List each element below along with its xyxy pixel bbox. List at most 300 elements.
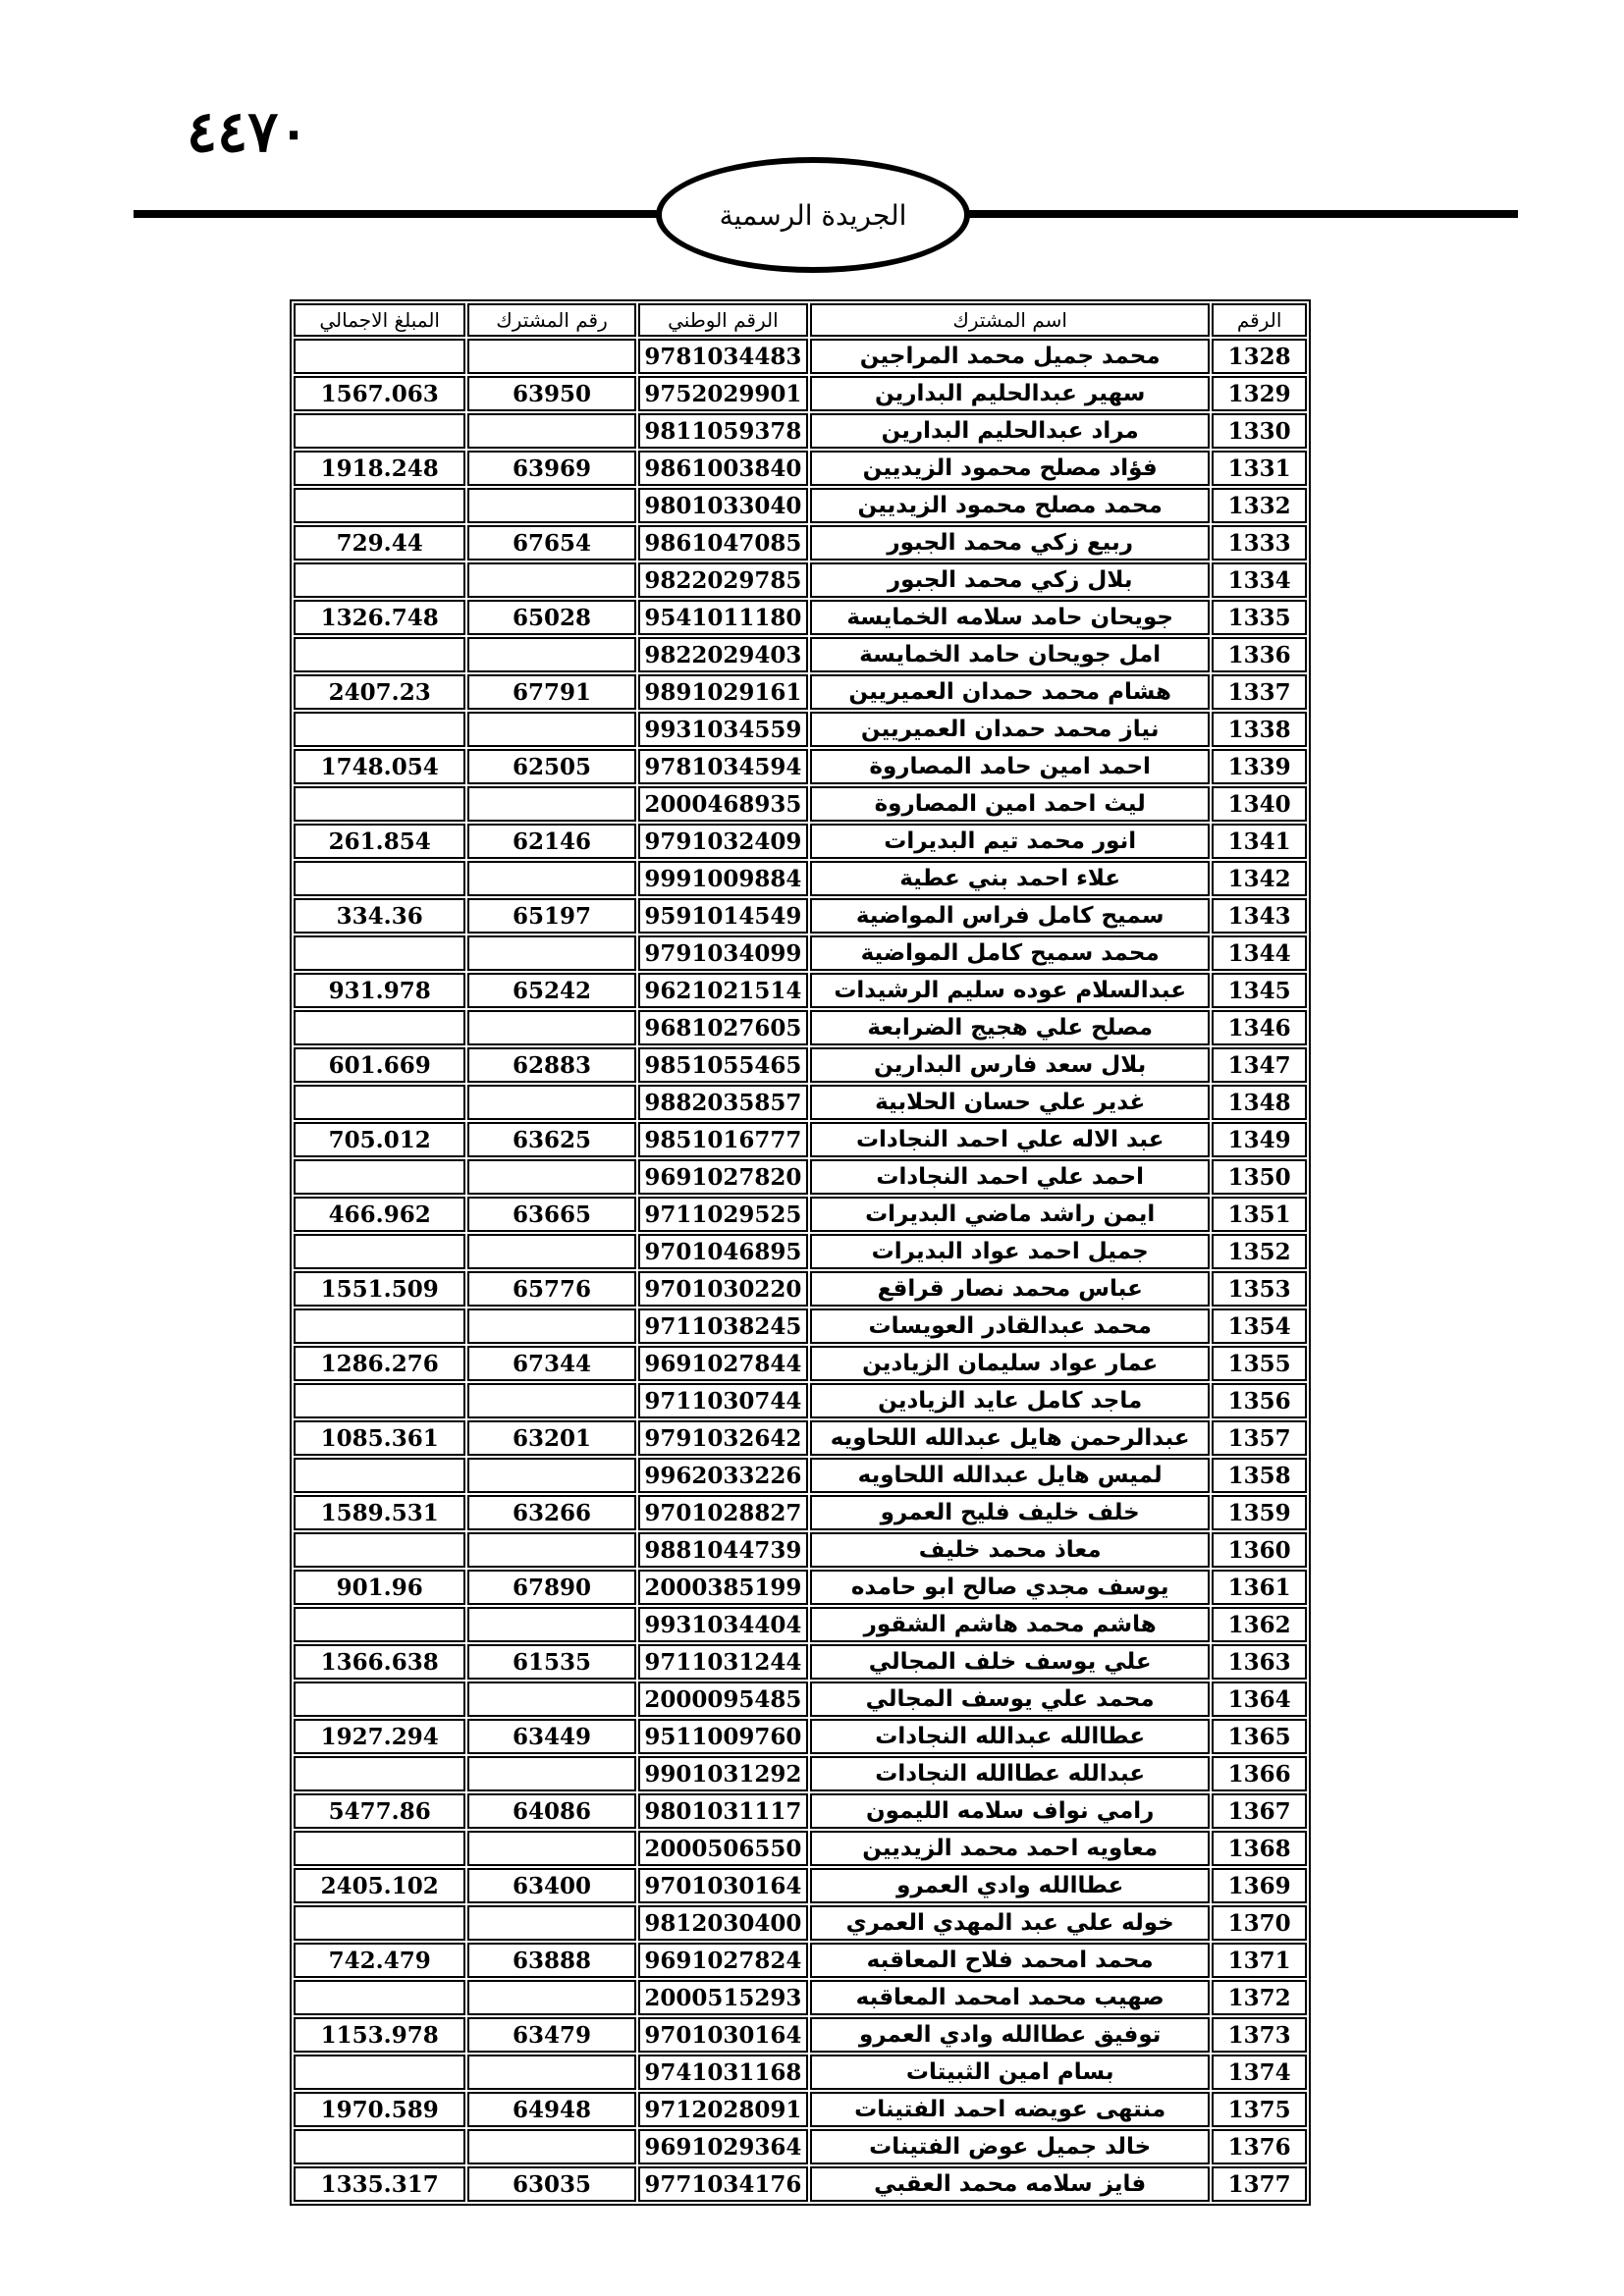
total-amount — [294, 562, 465, 598]
national-id: 9711030744 — [638, 1383, 808, 1418]
row-number: 1337 — [1212, 674, 1307, 710]
subscriber-number — [467, 712, 635, 747]
total-amount — [294, 488, 465, 523]
row-number: 1340 — [1212, 786, 1307, 822]
total-amount: 1326.748 — [294, 600, 465, 635]
national-id: 9931034404 — [638, 1607, 808, 1642]
subscriber-name: جويحان حامد سلامه الخمايسة — [810, 600, 1210, 635]
subscriber-number: 63266 — [467, 1495, 635, 1530]
row-number: 1341 — [1212, 824, 1307, 859]
row-number: 1331 — [1212, 451, 1307, 486]
subscriber-name: خوله علي عبد المهدي العمري — [810, 1905, 1210, 1941]
subscriber-name: محمد امحمد فلاح المعاقبه — [810, 1943, 1210, 1978]
subscriber-name: امل جويحان حامد الخمايسة — [810, 637, 1210, 672]
national-id: 9591014549 — [638, 898, 808, 934]
subscriber-number: 63479 — [467, 2017, 635, 2053]
total-amount — [294, 1234, 465, 1269]
col-header-name: اسم المشترك — [810, 303, 1210, 337]
row-number: 1349 — [1212, 1122, 1307, 1157]
subscriber-number: 63201 — [467, 1420, 635, 1456]
subscriber-number — [467, 1905, 635, 1941]
row-number: 1338 — [1212, 712, 1307, 747]
total-amount: 5477.86 — [294, 1793, 465, 1829]
subscriber-name: عبدالسلام عوده سليم الرشيدات — [810, 973, 1210, 1008]
row-number: 1376 — [1212, 2129, 1307, 2164]
total-amount: 2405.102 — [294, 1868, 465, 1903]
subscriber-name: ماجد كامل عايد الزيادين — [810, 1383, 1210, 1418]
subscriber-name: محمد علي يوسف المجالي — [810, 1682, 1210, 1717]
total-amount — [294, 2055, 465, 2090]
table-row — [294, 2092, 1307, 2127]
subscriber-number: 64948 — [467, 2092, 635, 2127]
row-number: 1333 — [1212, 525, 1307, 561]
subscriber-name: ليث احمد امين المصاروة — [810, 786, 1210, 822]
total-amount — [294, 413, 465, 449]
table-row — [294, 1159, 1307, 1195]
subscriber-name: بلال زكي محمد الجبور — [810, 562, 1210, 598]
row-number: 1328 — [1212, 339, 1307, 374]
total-amount — [294, 637, 465, 672]
row-number: 1346 — [1212, 1010, 1307, 1045]
table-row — [294, 1234, 1307, 1269]
col-header-number: الرقم — [1212, 303, 1307, 337]
total-amount: 931.978 — [294, 973, 465, 1008]
national-id: 9752029901 — [638, 376, 808, 411]
table-row — [294, 973, 1307, 1008]
subscriber-number: 63035 — [467, 2166, 635, 2202]
subscriber-name: هاشم محمد هاشم الشقور — [810, 1607, 1210, 1642]
table-row — [294, 1943, 1307, 1978]
subscriber-name: يوسف مجدي صالح ابو حامده — [810, 1570, 1210, 1605]
national-id: 9511009760 — [638, 1719, 808, 1754]
total-amount: 1567.063 — [294, 376, 465, 411]
total-amount: 1589.531 — [294, 1495, 465, 1530]
national-id: 9741031168 — [638, 2055, 808, 2090]
table-row — [294, 2017, 1307, 2053]
subscriber-name: ايمن راشد ماضي البديرات — [810, 1197, 1210, 1232]
subscriber-name: احمد امين حامد المصاروة — [810, 749, 1210, 784]
total-amount: 1286.276 — [294, 1346, 465, 1381]
total-amount: 334.36 — [294, 898, 465, 934]
subscriber-number: 67890 — [467, 1570, 635, 1605]
table-row — [294, 1570, 1307, 1605]
row-number: 1350 — [1212, 1159, 1307, 1195]
national-id: 9812030400 — [638, 1905, 808, 1941]
subscriber-number — [467, 637, 635, 672]
subscriber-name: محمد مصلح محمود الزيديين — [810, 488, 1210, 523]
national-id: 9791032409 — [638, 824, 808, 859]
table-row — [294, 1047, 1307, 1083]
subscriber-number: 63400 — [467, 1868, 635, 1903]
gazette-title: الجريدة الرسمية — [719, 198, 907, 232]
national-id: 2000385199 — [638, 1570, 808, 1605]
subscriber-name: نياز محمد حمدان العميريين — [810, 712, 1210, 747]
national-id: 9701030164 — [638, 1868, 808, 1903]
total-amount — [294, 1607, 465, 1642]
national-id: 9781034483 — [638, 339, 808, 374]
row-number: 1335 — [1212, 600, 1307, 635]
subscriber-number — [467, 1159, 635, 1195]
subscriber-number: 65028 — [467, 600, 635, 635]
subscriber-number — [467, 1682, 635, 1717]
subscriber-name: محمد سميح كامل المواضية — [810, 935, 1210, 971]
total-amount: 466.962 — [294, 1197, 465, 1232]
total-amount — [294, 1905, 465, 1941]
row-number: 1362 — [1212, 1607, 1307, 1642]
subscriber-name: غدير علي حسان الحلابية — [810, 1085, 1210, 1120]
national-id: 9711029525 — [638, 1197, 808, 1232]
subscriber-name: عمار عواد سليمان الزيادين — [810, 1346, 1210, 1381]
table-row — [294, 1197, 1307, 1232]
table-row — [294, 1458, 1307, 1493]
total-amount — [294, 1383, 465, 1418]
row-number: 1371 — [1212, 1943, 1307, 1978]
table-row — [294, 451, 1307, 486]
row-number: 1343 — [1212, 898, 1307, 934]
subscriber-name: محمد جميل محمد المراجين — [810, 339, 1210, 374]
subscriber-name: ربيع زكي محمد الجبور — [810, 525, 1210, 561]
table-row — [294, 1271, 1307, 1307]
table-row — [294, 1793, 1307, 1829]
subscriber-number: 63950 — [467, 376, 635, 411]
table-row — [294, 2166, 1307, 2202]
col-header-total-amount: المبلغ الاجمالي — [294, 303, 465, 337]
subscriber-name: سميح كامل فراس المواضية — [810, 898, 1210, 934]
subscriber-number — [467, 562, 635, 598]
page-number: ٤٤٧٠ — [187, 98, 309, 165]
subscriber-name: خالد جميل عوض الفتينات — [810, 2129, 1210, 2164]
subscriber-number: 62883 — [467, 1047, 635, 1083]
table-row — [294, 1010, 1307, 1045]
table-row — [294, 786, 1307, 822]
subscriber-number — [467, 1831, 635, 1866]
national-id: 9962033226 — [638, 1458, 808, 1493]
national-id: 9791034099 — [638, 935, 808, 971]
subscriber-name: فؤاد مصلح محمود الزيديين — [810, 451, 1210, 486]
row-number: 1363 — [1212, 1644, 1307, 1680]
subscriber-name: عباس محمد نصار قراقع — [810, 1271, 1210, 1307]
row-number: 1344 — [1212, 935, 1307, 971]
total-amount — [294, 1532, 465, 1568]
table-row — [294, 749, 1307, 784]
table-row — [294, 339, 1307, 374]
national-id: 9781034594 — [638, 749, 808, 784]
total-amount: 1366.638 — [294, 1644, 465, 1680]
subscriber-number — [467, 1756, 635, 1791]
national-id: 9791032642 — [638, 1420, 808, 1456]
national-id: 9891029161 — [638, 674, 808, 710]
table-row — [294, 1495, 1307, 1530]
national-id: 9701030164 — [638, 2017, 808, 2053]
national-id: 9811059378 — [638, 413, 808, 449]
subscriber-name: عبدالله عطاالله النجادات — [810, 1756, 1210, 1791]
national-id: 9691027824 — [638, 1943, 808, 1978]
national-id: 9822029403 — [638, 637, 808, 672]
subscriber-number: 62505 — [467, 749, 635, 784]
table-row — [294, 413, 1307, 449]
table-row — [294, 1607, 1307, 1642]
national-id: 9621021514 — [638, 973, 808, 1008]
table-row — [294, 1420, 1307, 1456]
national-id: 9691027844 — [638, 1346, 808, 1381]
table-row — [294, 1644, 1307, 1680]
total-amount: 901.96 — [294, 1570, 465, 1605]
total-amount: 729.44 — [294, 525, 465, 561]
subscriber-number — [467, 1532, 635, 1568]
row-number: 1329 — [1212, 376, 1307, 411]
row-number: 1353 — [1212, 1271, 1307, 1307]
total-amount — [294, 1831, 465, 1866]
national-id: 9861003840 — [638, 451, 808, 486]
total-amount: 742.479 — [294, 1943, 465, 1978]
national-id: 9882035857 — [638, 1085, 808, 1120]
national-id: 9541011180 — [638, 600, 808, 635]
table-row — [294, 861, 1307, 896]
subscriber-number — [467, 935, 635, 971]
table-row — [294, 1346, 1307, 1381]
total-amount: 1335.317 — [294, 2166, 465, 2202]
national-id: 9691029364 — [638, 2129, 808, 2164]
row-number: 1358 — [1212, 1458, 1307, 1493]
subscriber-number: 67654 — [467, 525, 635, 561]
table-row — [294, 712, 1307, 747]
subscriber-number: 63665 — [467, 1197, 635, 1232]
total-amount: 1153.978 — [294, 2017, 465, 2053]
total-amount — [294, 1756, 465, 1791]
subscriber-name: معاويه احمد محمد الزيديين — [810, 1831, 1210, 1866]
row-number: 1345 — [1212, 973, 1307, 1008]
national-id: 9701030220 — [638, 1271, 808, 1307]
subscriber-name: سهير عبدالحليم البدارين — [810, 376, 1210, 411]
row-number: 1336 — [1212, 637, 1307, 672]
subscriber-name: بلال سعد فارس البدارين — [810, 1047, 1210, 1083]
table-row — [294, 824, 1307, 859]
subscriber-name: علاء احمد بني عطية — [810, 861, 1210, 896]
total-amount — [294, 1980, 465, 2015]
subscriber-name: محمد عبدالقادر العويسات — [810, 1308, 1210, 1344]
subscriber-name: معاذ محمد خليف — [810, 1532, 1210, 1568]
row-number: 1370 — [1212, 1905, 1307, 1941]
total-amount — [294, 786, 465, 822]
row-number: 1364 — [1212, 1682, 1307, 1717]
row-number: 1357 — [1212, 1420, 1307, 1456]
national-id: 9701028827 — [638, 1495, 808, 1530]
national-id: 9711038245 — [638, 1308, 808, 1344]
total-amount — [294, 861, 465, 896]
table-row — [294, 525, 1307, 561]
subscriber-number — [467, 1383, 635, 1418]
row-number: 1332 — [1212, 488, 1307, 523]
table-row — [294, 935, 1307, 971]
national-id: 9701046895 — [638, 1234, 808, 1269]
subscriber-number: 62146 — [467, 824, 635, 859]
total-amount: 1927.294 — [294, 1719, 465, 1754]
total-amount: 1748.054 — [294, 749, 465, 784]
table-row — [294, 898, 1307, 934]
national-id: 9801031117 — [638, 1793, 808, 1829]
subscriber-name: منتهى عويضه احمد الفتينات — [810, 2092, 1210, 2127]
table-row — [294, 1682, 1307, 1717]
table-row — [294, 2129, 1307, 2164]
subscriber-name: توفيق عطاالله وادي العمرو — [810, 2017, 1210, 2053]
total-amount — [294, 935, 465, 971]
total-amount — [294, 1010, 465, 1045]
national-id: 2000506550 — [638, 1831, 808, 1866]
subscriber-number — [467, 1607, 635, 1642]
subscriber-number: 63449 — [467, 1719, 635, 1754]
national-id: 9711031244 — [638, 1644, 808, 1680]
subscriber-name: مصلح علي هجيج الضرابعة — [810, 1010, 1210, 1045]
table-row — [294, 2055, 1307, 2090]
total-amount — [294, 1458, 465, 1493]
col-header-subscriber-number: رقم المشترك — [467, 303, 635, 337]
subscriber-name: عطاالله وادي العمرو — [810, 1868, 1210, 1903]
total-amount — [294, 339, 465, 374]
total-amount — [294, 1085, 465, 1120]
subscriber-number: 64086 — [467, 1793, 635, 1829]
table-row — [294, 562, 1307, 598]
row-number: 1366 — [1212, 1756, 1307, 1791]
national-id: 2000095485 — [638, 1682, 808, 1717]
subscriber-number: 63888 — [467, 1943, 635, 1978]
subscriber-number: 65242 — [467, 973, 635, 1008]
subscriber-number — [467, 2129, 635, 2164]
national-id: 2000468935 — [638, 786, 808, 822]
total-amount — [294, 2129, 465, 2164]
row-number: 1373 — [1212, 2017, 1307, 2053]
row-number: 1354 — [1212, 1308, 1307, 1344]
table-row — [294, 1905, 1307, 1941]
total-amount — [294, 1682, 465, 1717]
subscriber-number — [467, 786, 635, 822]
total-amount: 1918.248 — [294, 451, 465, 486]
national-id: 9991009884 — [638, 861, 808, 896]
table-row — [294, 1085, 1307, 1120]
row-number: 1375 — [1212, 2092, 1307, 2127]
row-number: 1367 — [1212, 1793, 1307, 1829]
total-amount: 1085.361 — [294, 1420, 465, 1456]
total-amount: 261.854 — [294, 824, 465, 859]
row-number: 1355 — [1212, 1346, 1307, 1381]
subscriber-name: عبد الاله علي احمد النجادات — [810, 1122, 1210, 1157]
total-amount: 601.669 — [294, 1047, 465, 1083]
subscriber-number — [467, 1234, 635, 1269]
row-number: 1360 — [1212, 1532, 1307, 1568]
table-row — [294, 600, 1307, 635]
national-id: 9881044739 — [638, 1532, 808, 1568]
table-body — [294, 339, 1307, 2202]
table-row — [294, 1122, 1307, 1157]
subscriber-number — [467, 488, 635, 523]
row-number: 1377 — [1212, 2166, 1307, 2202]
subscriber-number: 67344 — [467, 1346, 635, 1381]
subscriber-number — [467, 1010, 635, 1045]
total-amount — [294, 1308, 465, 1344]
subscriber-name: بسام امين الثبيتات — [810, 2055, 1210, 2090]
national-id: 9712028091 — [638, 2092, 808, 2127]
row-number: 1368 — [1212, 1831, 1307, 1866]
table-row — [294, 637, 1307, 672]
subscriber-name: صهيب محمد امحمد المعاقبه — [810, 1980, 1210, 2015]
table-row — [294, 1831, 1307, 1866]
subscriber-name: مراد عبدالحليم البدارين — [810, 413, 1210, 449]
national-id: 9851016777 — [638, 1122, 808, 1157]
national-id: 9851055465 — [638, 1047, 808, 1083]
national-id: 9861047085 — [638, 525, 808, 561]
table-row — [294, 1383, 1307, 1418]
row-number: 1369 — [1212, 1868, 1307, 1903]
subscriber-name: عبدالرحمن هايل عبدالله اللحاويه — [810, 1420, 1210, 1456]
gazette-title-oval — [656, 157, 970, 273]
national-id: 9801033040 — [638, 488, 808, 523]
row-number: 1347 — [1212, 1047, 1307, 1083]
subscribers-table — [290, 299, 1311, 2206]
subscriber-number — [467, 339, 635, 374]
row-number: 1334 — [1212, 562, 1307, 598]
row-number: 1365 — [1212, 1719, 1307, 1754]
subscriber-number — [467, 2055, 635, 2090]
table-row — [294, 1308, 1307, 1344]
national-id: 9681027605 — [638, 1010, 808, 1045]
table-row — [294, 1980, 1307, 2015]
subscriber-name: رامي نواف سلامه الليمون — [810, 1793, 1210, 1829]
total-amount: 1551.509 — [294, 1271, 465, 1307]
total-amount: 2407.23 — [294, 674, 465, 710]
table-header-row — [294, 303, 1307, 337]
subscriber-number: 63969 — [467, 451, 635, 486]
row-number: 1351 — [1212, 1197, 1307, 1232]
table-row — [294, 488, 1307, 523]
table-row — [294, 1868, 1307, 1903]
subscriber-number — [467, 1980, 635, 2015]
subscriber-number — [467, 1308, 635, 1344]
row-number: 1361 — [1212, 1570, 1307, 1605]
row-number: 1359 — [1212, 1495, 1307, 1530]
subscriber-number — [467, 1085, 635, 1120]
row-number: 1352 — [1212, 1234, 1307, 1269]
national-id: 9931034559 — [638, 712, 808, 747]
total-amount: 705.012 — [294, 1122, 465, 1157]
row-number: 1342 — [1212, 861, 1307, 896]
col-header-national-id: الرقم الوطني — [638, 303, 808, 337]
subscriber-number — [467, 1458, 635, 1493]
national-id: 9691027820 — [638, 1159, 808, 1195]
table-row — [294, 1532, 1307, 1568]
row-number: 1330 — [1212, 413, 1307, 449]
national-id: 9901031292 — [638, 1756, 808, 1791]
table-row — [294, 1719, 1307, 1754]
national-id: 2000515293 — [638, 1980, 808, 2015]
total-amount — [294, 1159, 465, 1195]
national-id: 9822029785 — [638, 562, 808, 598]
table-row — [294, 1756, 1307, 1791]
subscriber-number: 67791 — [467, 674, 635, 710]
subscriber-number: 61535 — [467, 1644, 635, 1680]
row-number: 1372 — [1212, 1980, 1307, 2015]
total-amount — [294, 712, 465, 747]
table-row — [294, 376, 1307, 411]
total-amount: 1970.589 — [294, 2092, 465, 2127]
subscriber-number — [467, 413, 635, 449]
subscriber-number: 63625 — [467, 1122, 635, 1157]
subscriber-name: لميس هايل عبدالله اللحاويه — [810, 1458, 1210, 1493]
subscriber-name: احمد علي احمد النجادات — [810, 1159, 1210, 1195]
subscriber-name: فايز سلامه محمد العقبي — [810, 2166, 1210, 2202]
table-row — [294, 674, 1307, 710]
row-number: 1339 — [1212, 749, 1307, 784]
subscriber-number: 65197 — [467, 898, 635, 934]
subscriber-number: 65776 — [467, 1271, 635, 1307]
